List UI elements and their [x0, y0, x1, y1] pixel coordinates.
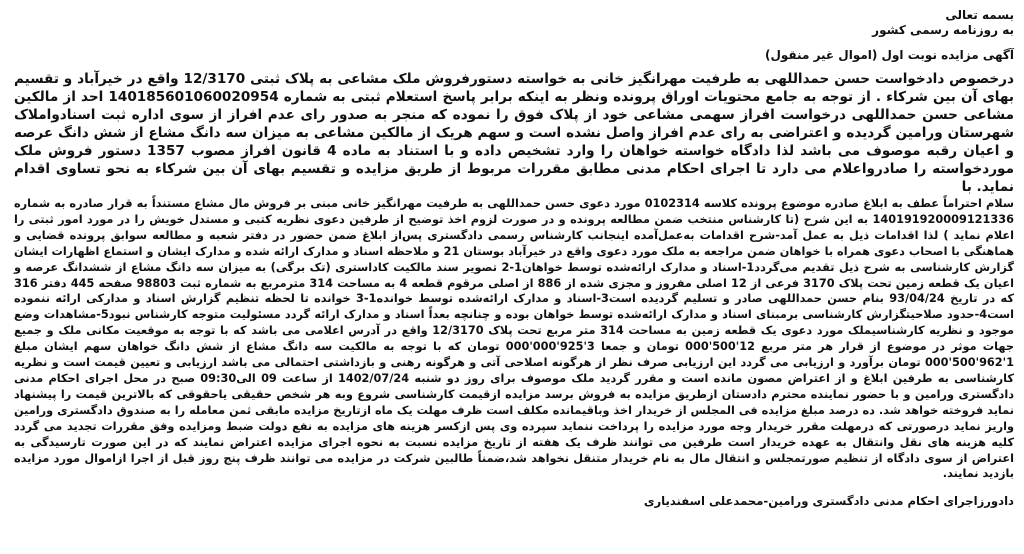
signature-line: دادورزاجرای احکام مدنی دادگستری ورامین-محمدعلی اسفندیاری [643, 494, 1014, 509]
court-ruling-paragraph: درخصوص دادخواست حسن حمداللهی به طرفیت مهرانگیز خانی به خواسته دستورفروش ملک مشاعی به پلاک ثبتی 12/3170 واقع در خیرآباد و تقسیم بهای آن بین شرکاء . از توجه به جامع محتویات اوراق پرونده ونظر به اینکه برابر پاسخ استعلام ثبتی به شماره 140185601060020954 احد از مالکین مشاعی حسن حمداللهی درخواست افراز سهمی مشاعی خود از پلاک فوق را نموده که منجر به صدور رای عدم افراز از سوی اداره ثبت اسنادواملاک شهرستان ورامین گردیده و اعتراضی به رای عدم افراز واصل نشده است و سهم هریک از مالکین مشاعی به میزان سه دانگ مشاع از شش دانگ عرصه و اعیان رقبه موصوف می باشد لذا دادگاه خواسته خواهان را وارد تشخیص داده و با استناد به ماده 4 قانون افراز مصوب 1357 دستور فروش ملک موردخواسته را صادرواعلام می دارد تا اجرای احکام مدنی مطابق مقررات مربوط از طریق مزایده و تقسیم بهای آن بین شرکاء به نحو تساوی اقدام نماید. با [14, 71, 1015, 195]
expert-report-paragraph: سلام احتراماً عطف به ابلاغ صادره موضوع پرونده کلاسه 0102314 مورد دعوی حسن حمداللهی به طرفیت مهرانگیز خانی مبنی بر فروش مال مشاع مستنداً به قرار صادره به شماره 140191920009121336 به این شرح (تا کارشناس منتخب ضمن مطالعه پرونده و در صورت لزوم اخذ توضیح از طرفین دعوی نظریه کتبی و مستدل خویش را در مورد امور ثبتی را اعلام نماید ) لذا اقدامات ذیل به عمل آمد-شرح اقدامات به‌عمل‌آمده اینجانب کارشناس رسمی دادگستری پس‌از ابلاغ ضمن حضور در دفتر شعبه و مطالعه سوابق پرونده قضایی و هماهنگی با اصحاب دعوی همراه با خواهان ضمن مراجعه به ملک مورد دعوی واقع در خیرآباد بوستان 21 و ملاحظه اسناد و مدارک ارائه شده و مدارک ایشان و استماع اظهارات ایشان گزارش کارشناسی به شرح ذیل تقدیم می‌گردد1-اسناد و مدارک ارائه‌شده توسط خواهان1-2 تصویر سند مالکیت کاداستری (تک برگی) به میزان سه دانگ مشاع از ششدانگ عرصه و اعیان یک قطعه زمین تحت پلاک 3170 فرعی از 12 اصلی مفروز و مجزی شده از 886 از اصلی مرقوم قطعه 4 به مساحت 314 مترمربع به شماره ثبت 98803 صفحه 445 دفتر 316 که در تاریخ 93/04/24 بنام حسن حمداللهی صادر و تسلیم گردیده است3-اسناد و مدارک ارائه‌شده توسط خوانده1-3 خوانده تا لحظه تنظیم گزارش اسناد و مدارکی ارائه ننموده است4-حدود صلاحیتگزارش کارشناسی برمبنای اسناد و مدارک ارائه‌شده توسط خواهان بوده و چنانچه بعداً اسناد و مدارک ارائه گردد مسئولیت متوجه کارشناس نبود5-مشاهدات وضع موجود و نظریه کارشناسیملک مورد دعوی یک قطعه زمین به مساحت 314 متر مربع تحت پلاک 12/3170 واقع در آدرس اعلامی می باشد که با توجه به موقعیت مکانی ملک و جمیع جهات موثر در موضوع از قرار هر متر مربع 12'500'000 تومان و جمعا 3'925'000'000 تومان که با توجه به مالکیت سه دانگ مشاع از شش دانگ خواهان سهم ایشان مبلغ 1'962'500'000 تومان برآورد و ارزیابی می گردد این ارزیابی صرف نظر از هرگونه اصلاحی آتی و هرگونه رهنی و بازداشتی احتمالی می باشد ارزیابی و تعیین قیمت است و نظریه کارشناسی به طرفین ابلاغ و از اعتراض مصون مانده است و مقرر گردید ملک موصوف برای روز دو شنبه 1402/07/24 از ساعت 09 الی09:30 صبح در محل اجرای احکام مدنی دادگستری ورامین و با حضور نماینده محترم دادستان ازطریق مزایده به فروش برسد مزایده ازقیمت کارشناسی شروع وبه هر شخص حقیقی یاحقوقی که بالاترین قیمت را پیشنهاد نماید فروخته خواهد شد. ده درصد مبلغ مزایده فی المجلس از خریدار اخذ وباقیمانده مکلف است ظرف مهلت یک ماه ازتاریخ مزایده مابقی ثمن معامله را به صندوق دادگستری ورامین واریز نماید درصورتی که درمهلت مقرر خریدار وجه مورد مزایده را پرداخت ننماید سپرده وی پس ازکسر هزینه های مزایده به نفع دولت ضبط ومزایده وفق مقررات تجدید می گردد کلیه هزینه های نقل وانتقال به عهده خریدار است طرفین می توانند ظرف یک هفته از تاریخ مزایده نسبت به نحوه اجرای مزایده اعتراض نمایند که در این صورت تارسیدگی به اعتراض از سوی دادگاه از تنظیم صورتمجلس و انتقال مال به نام خریدار متنقل نخواهد شد،ضمناً طالبین شرکت در مزایده می توانند ظرف پنج روز قبل از اجرا ازاموال مورد مزایده بازدید نمایند. [14, 197, 1015, 481]
basmala-heading: بسمه تعالی [945, 8, 1014, 22]
notice-type-title: آگهی مزایده نوبت اول (اموال غیر منقول) [765, 48, 1014, 62]
newspaper-addressee: به روزنامه رسمی کشور [872, 23, 1014, 37]
